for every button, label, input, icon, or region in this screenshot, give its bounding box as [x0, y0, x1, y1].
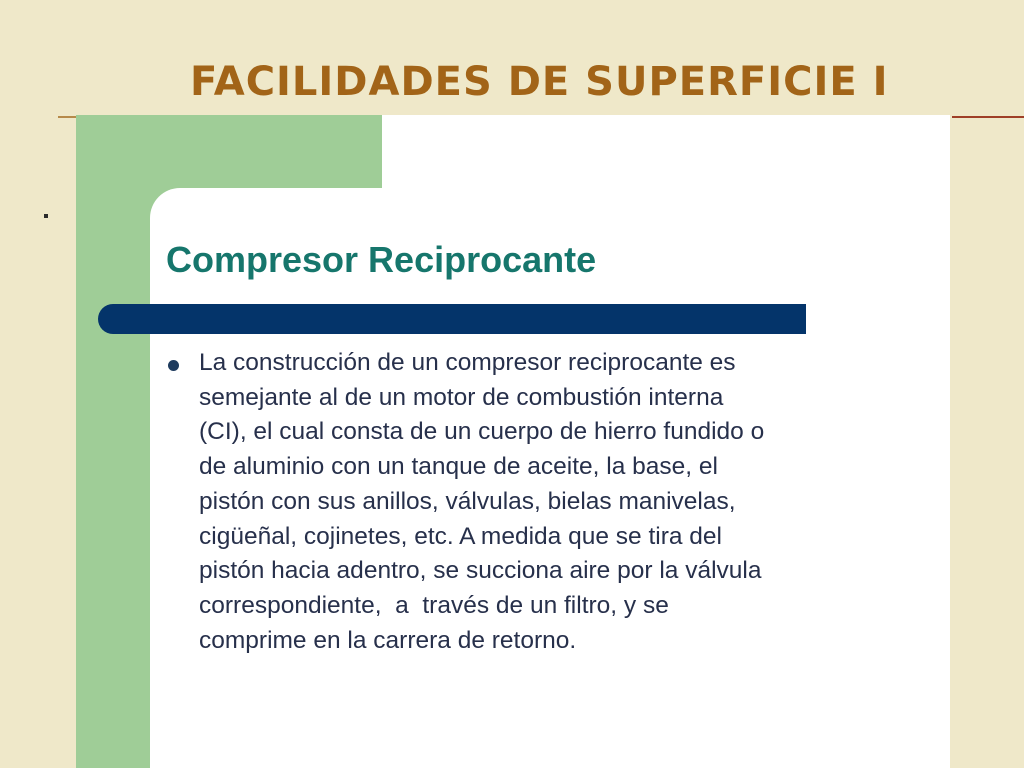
green-band-top [76, 115, 382, 188]
body-paragraph: La construcción de un compresor reciprocante es semejante al de un motor de combustión interna (CI), el cual consta de un cuerpo de hierro fundido o de aluminio con un tanque de aceite, la base, el pistón con sus anillos, válvulas, bielas manivelas, cigüeñal, cojinetes, etc. A medida que se tira del pistón hacia adentro, se succiona aire por la válvula correspondiente, a través de un filtro, y se comprime en la carrera de retorno. [199, 349, 765, 654]
slide-title: FACILIDADES DE SUPERFICIE I [190, 59, 889, 105]
content-heading: Compresor Reciprocante [166, 239, 597, 280]
heading-bar [98, 304, 806, 334]
bullet-dot-icon [168, 360, 179, 371]
stray-mark [44, 214, 48, 218]
title-underline-right [952, 116, 1024, 118]
green-band-vertical [76, 115, 150, 768]
